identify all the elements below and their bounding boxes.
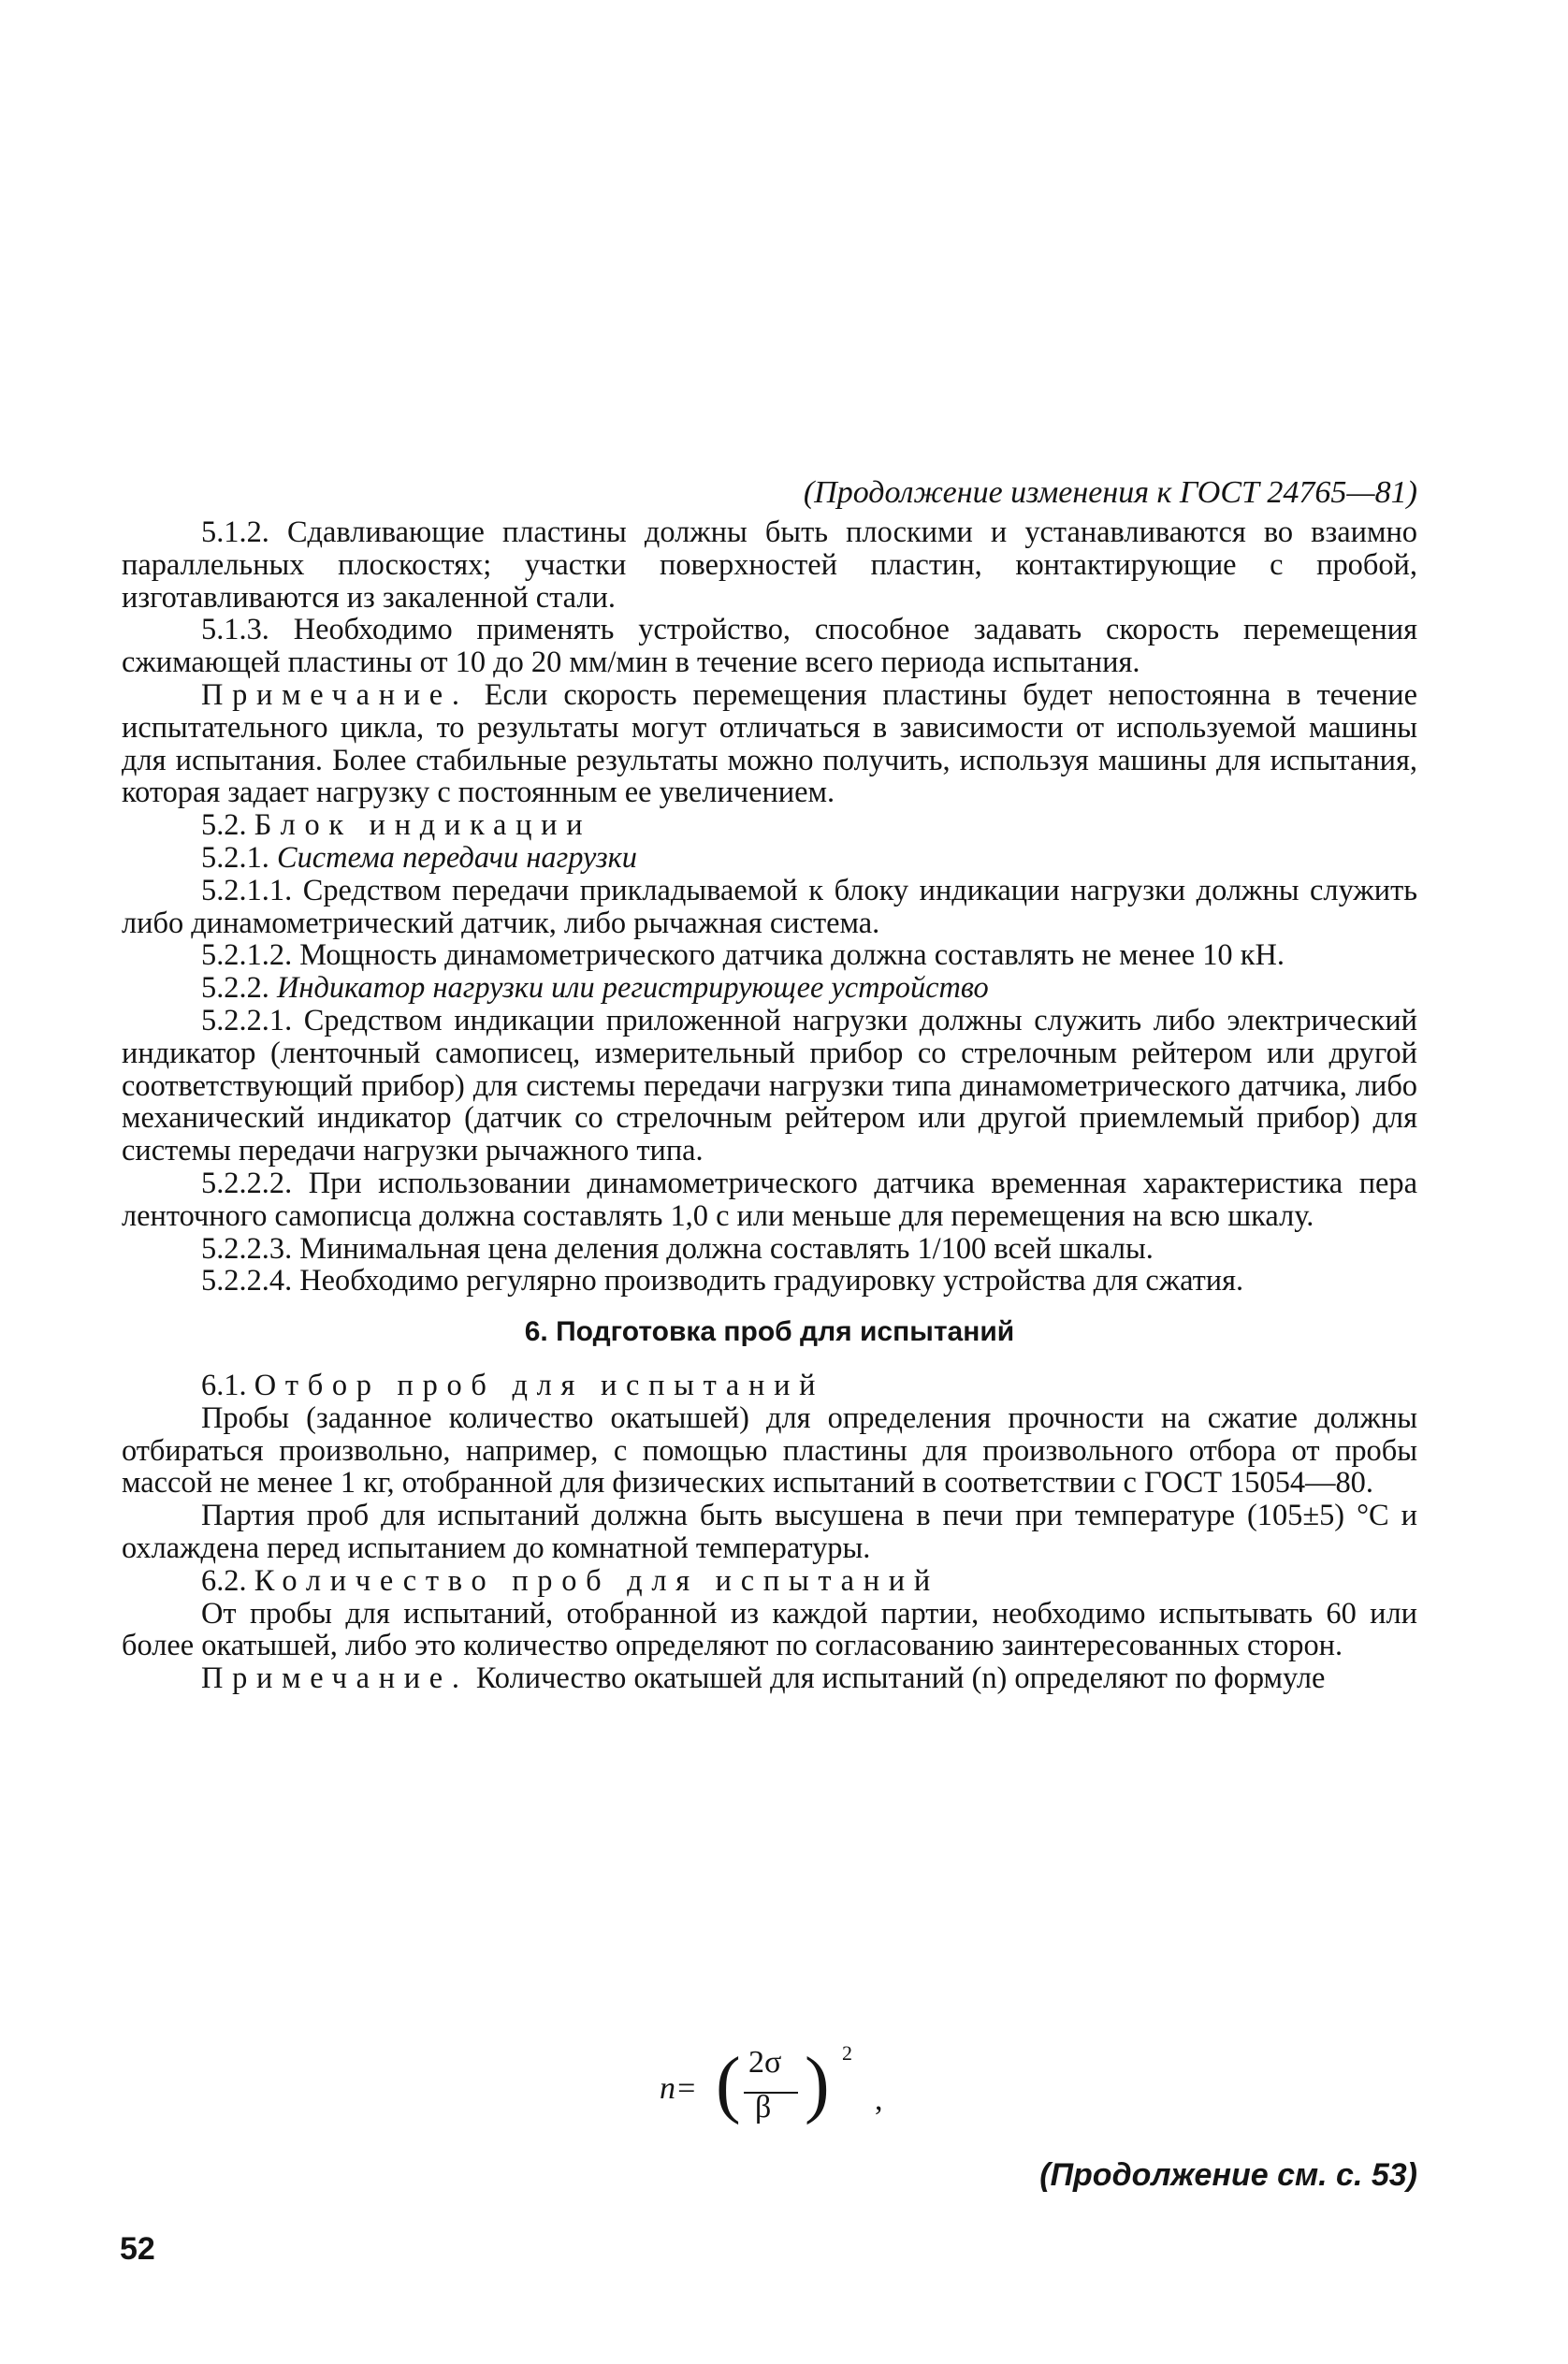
section-6-heading: 6. Подготовка проб для испытаний xyxy=(524,1316,1015,1348)
continuation-footer: (Продолжение см. с. 53) xyxy=(1039,2157,1417,2193)
formula-denominator: β xyxy=(755,2090,772,2125)
heading-6-2-title: Количество проб для испытаний xyxy=(254,1563,939,1598)
paragraph-6-1-text-2: Партия проб для испытаний должна быть высушена в печи при температуре (105±5) °С и охлаждена перед испытанием до комнатной температуры. xyxy=(122,1499,1417,1565)
heading-5-2-2 xyxy=(122,972,1417,1005)
heading-6-1-title: Отбор проб для испытаний xyxy=(254,1368,825,1402)
formula-numerator: 2σ xyxy=(748,2045,782,2080)
paragraph-5-2-2-3: 5.2.2.3. Минимальная цена деления должна составлять 1/100 всей шкалы. xyxy=(201,1231,1154,1266)
heading-6-1 xyxy=(122,1370,1417,1402)
paragraph-6-2-text: От пробы для испытаний, отобранной из каждой партии, необходимо испытывать 60 или более окатышей, либо это количество определяют по согласованию заинтересованных сторон. xyxy=(122,1596,1417,1663)
paragraph-6-1-text: Пробы (заданное количество окатышей) для определения прочности на сжатие должны отбираться произвольно, например, с помощью пластины для произвольного отбора от пробы массой не менее 1 кг, отобранной для физических испытаний в соответствии с ГОСТ 15054—80. xyxy=(122,1400,1417,1501)
heading-5-2-1-title: Система передачи нагрузки xyxy=(277,840,637,875)
heading-5-2-2-number: 5.2.2. xyxy=(201,971,269,1006)
formula-lhs: n= xyxy=(660,2071,697,2106)
paragraph-5-1-3: 5.1.3. Необходимо применять устройство, способное задавать скорость перемещения сжимающей пластины от 10 до 20 мм/мин в течение всего периода испытания. xyxy=(122,613,1417,680)
note-1-label: Примечание. xyxy=(201,677,469,712)
sample-count-formula xyxy=(650,2034,950,2137)
page-number: 52 xyxy=(120,2231,155,2267)
heading-6-1-number: 6.1. xyxy=(201,1368,247,1402)
note-2 xyxy=(122,1662,1417,1695)
note-1-text: Если скорость перемещения пластины будет непостоянна в течение испытательного цикла, то результаты могут отличаться в зависимости от используемой машины для испытания. Более стабильные результаты можно получить, используя машины для испытания, которая задает нагрузку с постоянным ее увеличением. xyxy=(122,677,1417,810)
paragraph-5-1-2: 5.1.2. Сдавливающие пластины должны быть плоскими и устанавливаются во взаимно параллельных плоскостях; участки поверхностей пластин, контактирующие с пробой, изготавливаются из закаленной стали. xyxy=(122,515,1417,615)
continuation-header: (Продолжение изменения к ГОСТ 24765—81) xyxy=(803,475,1417,510)
heading-5-2-number: 5.2. xyxy=(201,808,247,843)
heading-5-2-1-number: 5.2.1. xyxy=(201,840,269,875)
heading-6-2 xyxy=(122,1565,1417,1598)
paragraph-5-2-1-1: 5.2.1.1. Средством передачи прикладываемой к блоку индикации нагрузки должны служить либо динамометрический датчик, либо рычажная система. xyxy=(122,873,1417,940)
paragraph-5-2-2-2: 5.2.2.2. При использовании динамометрического датчика временная характеристика пера ленточного самописца должна составлять 1,0 с или меньше для перемещения на всю шкалу. xyxy=(122,1166,1417,1233)
paragraph-5-2-2-4: 5.2.2.4. Необходимо регулярно производить градуировку устройства для сжатия. xyxy=(201,1264,1244,1298)
formula-exponent: 2 xyxy=(842,2041,852,2065)
heading-5-2-2-title: Индикатор нагрузки или регистрирующее устройство xyxy=(277,971,989,1006)
formula-comma: , xyxy=(875,2082,883,2117)
document-body xyxy=(122,516,1417,1695)
paragraph-5-2-1-2: 5.2.1.2. Мощность динамометрического датчика должна составлять не менее 10 кН. xyxy=(201,938,1285,973)
formula-left-paren: ( xyxy=(716,2043,741,2125)
heading-5-2 xyxy=(122,809,1417,842)
note-1 xyxy=(122,679,1417,809)
heading-5-2-1 xyxy=(122,842,1417,875)
note-2-label: Примечание. xyxy=(201,1661,469,1696)
heading-5-2-title: Блок индикации xyxy=(254,808,592,843)
note-2-text: Количество окатышей для испытаний (n) определяют по формуле xyxy=(468,1661,1326,1696)
formula-right-paren: ) xyxy=(805,2043,830,2125)
heading-6-2-number: 6.2. xyxy=(201,1563,247,1598)
paragraph-5-2-2-1: 5.2.2.1. Средством индикации приложенной нагрузки должны служить либо электрический индикатор (ленточный самописец, измерительный прибор со стрелочным рейтером или другой соответствующий прибор) для системы передачи нагрузки типа динамометрического датчика, либо механический индикатор (датчик со стрелочным рейтером или другой приемлемый прибор) для системы передачи нагрузки рычажного типа. xyxy=(122,1003,1417,1168)
